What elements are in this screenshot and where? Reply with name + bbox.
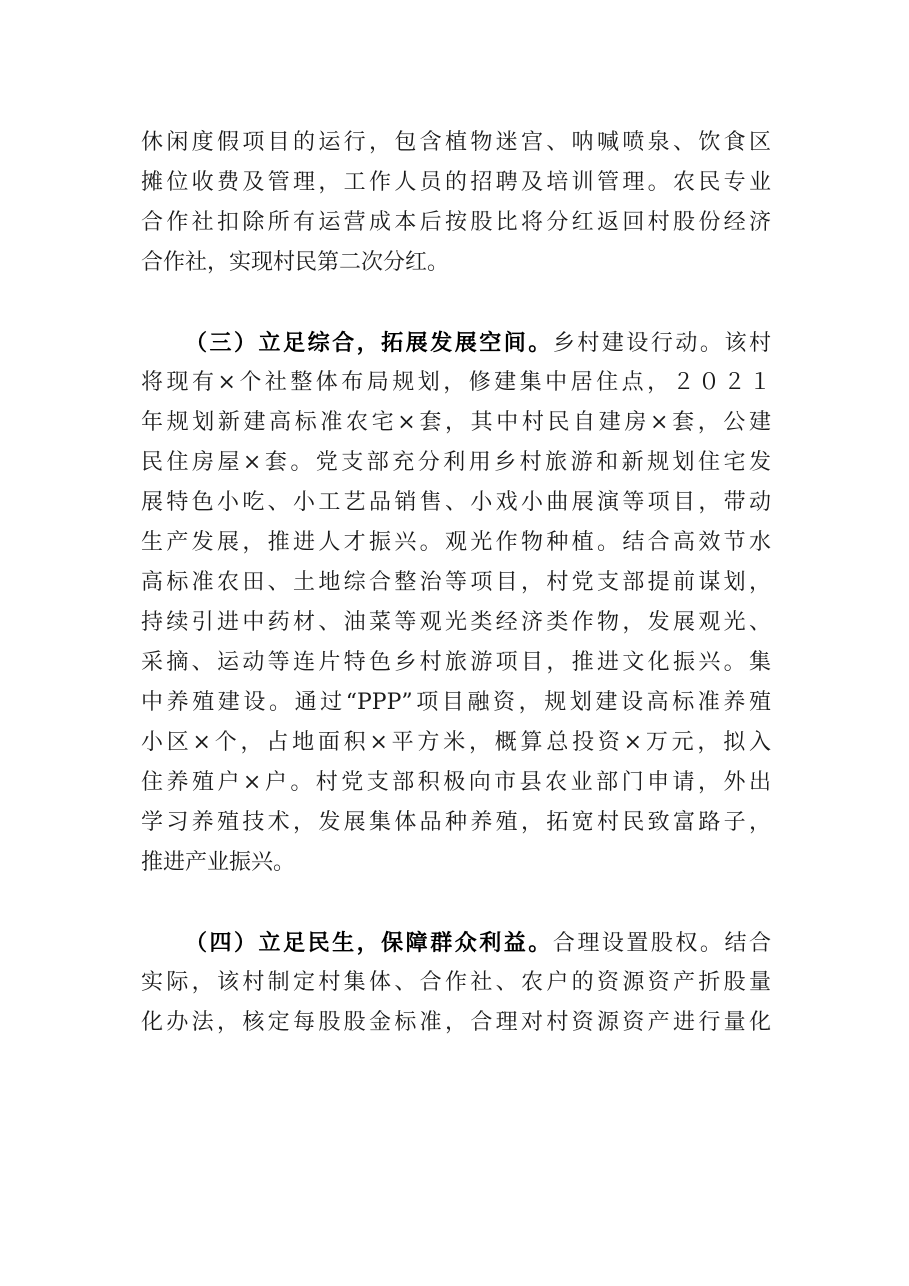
paragraph-line: 合作社，实现村民第二次分红。 — [141, 250, 450, 275]
paragraph-line: 年规划新建高标准农宅×套，其中村民自建房×套，公建 — [141, 410, 771, 435]
paragraph-line: 推进产业振兴。 — [141, 850, 296, 875]
paragraph-line: 合作社扣除所有运营成本后按股比将分红返回村股份经济 — [141, 210, 771, 235]
paragraph-line: 高标准农田、土地综合整治等项目，村党支部提前谋划， — [141, 570, 771, 595]
paragraph-line: 实际，该村制定村集体、合作社、农户的资源资产折股量 — [141, 970, 771, 995]
paragraph-line: 民住房屋×套。党支部充分利用乡村旅游和新规划住宅发 — [141, 450, 771, 475]
paragraph-line: 持续引进中药材、油菜等观光类经济类作物，发展观光、 — [141, 610, 771, 635]
paragraph-line: 休闲度假项目的运行，包含植物迷宫、呐喊喷泉、饮食区 — [141, 130, 771, 155]
paragraph-line: 采摘、运动等连片特色乡村旅游项目，推进文化振兴。集 — [141, 650, 771, 675]
paragraph-first-line — [185, 923, 771, 963]
paragraph-line: 学习养殖技术，发展集体品种养殖，拓宽村民致富路子， — [141, 810, 771, 835]
paragraph-line: 展特色小吃、小工艺品销售、小戏小曲展演等项目，带动 — [141, 490, 771, 515]
paragraph-line: 化办法，核定每股股金标准，合理对村资源资产进行量化 — [141, 1010, 771, 1035]
paragraph-text: 合理设置股权。结合 — [552, 931, 771, 956]
section-heading: （三）立足综合，拓展发展空间。 — [185, 330, 553, 356]
paragraph-line: 摊位收费及管理，工作人员的招聘及培训管理。农民专业 — [141, 170, 771, 195]
paragraph-line: 小区×个，占地面积×平方米，概算总投资×万元，拟入 — [141, 730, 771, 755]
paragraph-first-line — [185, 323, 771, 363]
paragraph-line: 生产发展，推进人才振兴。观光作物种植。结合高效节水 — [141, 530, 771, 555]
paragraph-line: 中养殖建设。通过“PPP”项目融资，规划建设高标准养殖 — [141, 690, 771, 715]
paragraph-text: 乡村建设行动。该村 — [552, 331, 771, 356]
paragraph-line: 将现有×个社整体布局规划，修建集中居住点，２０２１ — [141, 370, 771, 395]
paragraph-line: 住养殖户×户。村党支部积极向市县农业部门申请，外出 — [141, 770, 771, 795]
section-heading: （四）立足民生，保障群众利益。 — [185, 930, 553, 956]
